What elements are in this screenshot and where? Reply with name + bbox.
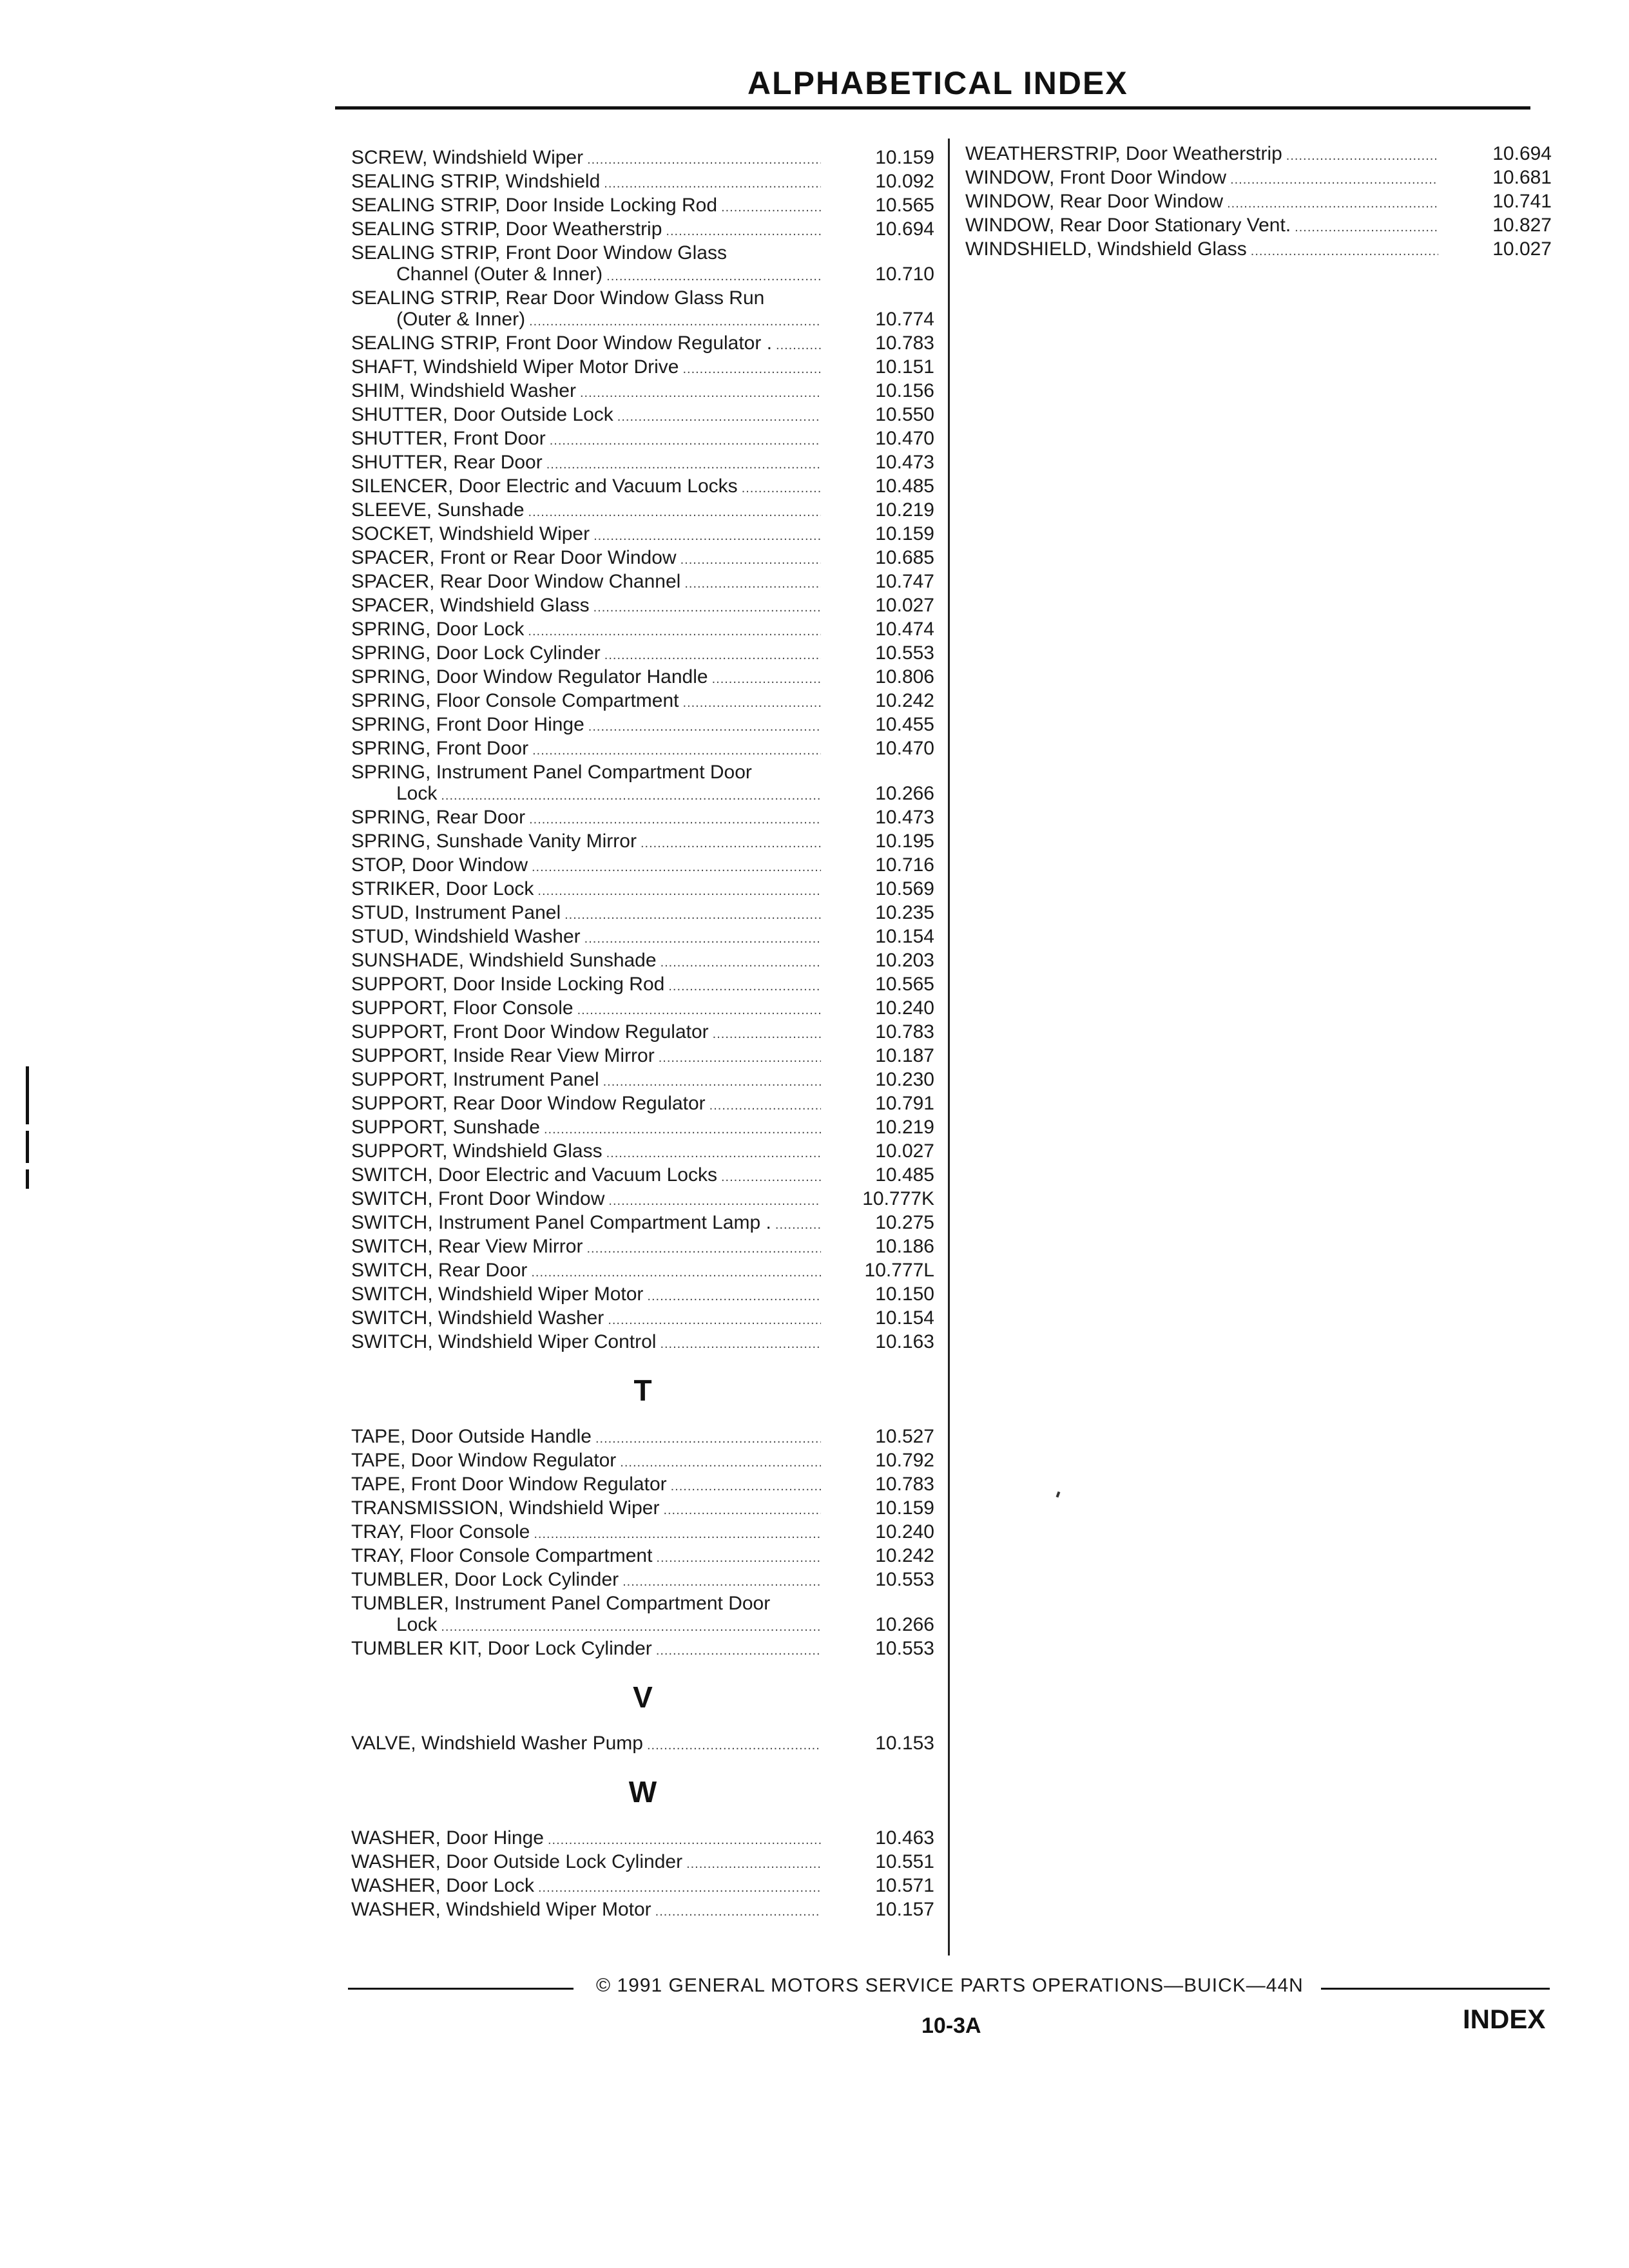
index-entry [351,1212,934,1236]
entry-page-ref: 10.550 [875,404,934,425]
entry-label: SPACER, Windshield Glass [351,595,590,616]
entry-page-ref: 10.783 [875,1021,934,1043]
leader-dots [548,1830,821,1851]
index-entry [351,878,934,902]
leader-dots [1286,146,1438,167]
index-entry [351,547,934,571]
index-entry [351,1140,934,1164]
entry-page-ref: 10.777K [862,1188,934,1209]
entry-page-ref: 10.219 [875,499,934,521]
entry-page-ref: 10.681 [1492,167,1552,188]
entry-page-ref: 10.791 [875,1093,934,1114]
index-entry [351,1331,934,1355]
entry-page-ref: 10.187 [875,1045,934,1066]
entry-label: TUMBLER, Instrument Panel Compartment Door [351,1593,771,1614]
leader-dots [709,1095,821,1117]
index-entry [351,380,934,404]
index-entry [351,762,934,783]
entry-page-ref: 10.553 [875,1569,934,1590]
leader-dots [713,1024,821,1045]
entry-page-ref: 10.455 [875,714,934,735]
index-entry [351,356,934,380]
entry-page-ref: 10.553 [875,642,934,664]
entry-page-ref: 10.565 [875,195,934,216]
index-entry [351,404,934,428]
entry-label: SWITCH, Rear View Mirror [351,1236,583,1257]
entry-page-ref: 10.694 [875,218,934,240]
entry-label: TAPE, Front Door Window Regulator [351,1474,667,1495]
entry-label: SHUTTER, Front Door [351,428,546,449]
entry-label: TRANSMISSION, Windshield Wiper [351,1497,660,1519]
leader-dots [588,716,821,738]
leader-dots [721,197,821,218]
index-entry [351,642,934,666]
entry-label: SEALING STRIP, Front Door Window Glass [351,242,727,264]
leader-dots [775,1215,821,1236]
index-entry [351,974,934,997]
section-heading-t: T [633,1374,652,1407]
entry-page-ref: 10.473 [875,452,934,473]
leader-dots [538,1878,821,1899]
leader-dots [742,478,821,499]
entry-page-ref: 10.485 [875,476,934,497]
entry-label: SUPPORT, Windshield Glass [351,1140,602,1162]
index-entry [351,1164,934,1188]
index-entry [965,238,1552,262]
index-entry-continuation [351,309,934,332]
index-entry [351,171,934,195]
leader-dots [686,1854,821,1875]
entry-label: SPRING, Front Door [351,738,529,759]
entry-label: STUD, Instrument Panel [351,902,561,923]
entry-label: SHUTTER, Rear Door [351,452,543,473]
entry-page-ref: 10.553 [875,1638,934,1659]
leader-dots [603,1072,821,1093]
index-entry [351,242,934,264]
entry-label: WASHER, Door Hinge [351,1827,544,1849]
entry-page-ref: 10.159 [875,147,934,168]
leader-dots [544,1119,821,1140]
entry-label: STRIKER, Door Lock [351,878,534,899]
entry-label: SCREW, Windshield Wiper [351,147,584,168]
entry-page-ref: 10.685 [875,547,934,568]
entry-label: TUMBLER KIT, Door Lock Cylinder [351,1638,652,1659]
index-entry [351,1521,934,1545]
footer-rule-left [348,1988,574,1990]
entry-page-ref: 10.159 [875,1497,934,1519]
entry-label: SPRING, Front Door Hinge [351,714,584,735]
leader-dots [564,905,821,926]
entry-label: SILENCER, Door Electric and Vacuum Locks [351,476,738,497]
entry-label: WEATHERSTRIP, Door Weatherstrip [965,143,1282,164]
entry-page-ref: 10.027 [875,1140,934,1162]
entry-page-ref: 10.219 [875,1117,934,1138]
entry-page-ref: 10.242 [875,690,934,711]
entry-label: WASHER, Door Lock [351,1875,534,1896]
entry-page-ref: 10.473 [875,807,934,828]
index-entry [351,287,934,309]
entry-label-continuation: (Outer & Inner) [396,309,526,330]
index-entry [351,738,934,762]
entry-label: SHUTTER, Door Outside Lock [351,404,613,425]
entry-page-ref: 10.266 [875,1614,934,1635]
leader-dots [671,1476,821,1497]
leader-dots [655,1901,821,1923]
entry-label: SPRING, Door Lock [351,619,525,640]
entry-label: TAPE, Door Outside Handle [351,1426,592,1447]
index-entry [351,1569,934,1593]
t-entries-list [351,1426,934,1662]
leader-dots [647,1286,821,1307]
entry-page-ref: 10.159 [875,523,934,544]
entry-label: WINDOW, Rear Door Window [965,191,1224,212]
entry-label: SHIM, Windshield Washer [351,380,576,401]
entry-page-ref: 10.157 [875,1899,934,1920]
leader-dots [1295,217,1438,238]
index-entry [351,666,934,690]
entry-page-ref: 10.240 [875,997,934,1019]
entry-page-ref: 10.741 [1492,191,1552,212]
section-heading-v: V [633,1680,653,1714]
index-entry [351,714,934,738]
entry-label: SUPPORT, Instrument Panel [351,1069,599,1090]
margin-mark [26,1066,29,1124]
v-entries-list [351,1733,934,1756]
entry-label: WINDSHIELD, Windshield Glass [965,238,1247,260]
index-entry [351,1426,934,1450]
index-entry [351,1899,934,1923]
entry-label: SWITCH, Door Electric and Vacuum Locks [351,1164,717,1186]
s-entries-list [351,147,934,1355]
leader-dots [441,1617,821,1638]
index-entry [351,218,934,242]
entry-page-ref: 10.569 [875,878,934,899]
entry-label: WASHER, Door Outside Lock Cylinder [351,1851,683,1872]
entry-label: SPACER, Rear Door Window Channel [351,571,681,592]
index-entry [351,1474,934,1497]
leader-dots [620,1452,821,1474]
leader-dots [532,740,821,762]
entry-label: WINDOW, Rear Door Stationary Vent. [965,215,1291,236]
entry-page-ref: 10.827 [1492,215,1552,236]
page-title: ALPHABETICAL INDEX [747,65,1128,101]
leader-dots [580,383,821,404]
w-entries-list [351,1827,934,1923]
entry-label: TRAY, Floor Console [351,1521,530,1542]
leader-dots [608,1310,821,1331]
entry-label: SEALING STRIP, Windshield [351,171,601,192]
entry-page-ref: 10.186 [875,1236,934,1257]
entry-page-ref: 10.716 [875,854,934,876]
leader-dots [622,1571,821,1593]
entry-page-ref: 10.275 [875,1212,934,1233]
entry-label: WASHER, Windshield Wiper Motor [351,1899,651,1920]
leader-dots [617,407,821,428]
entry-page-ref: 10.154 [875,1307,934,1329]
entry-label: SPRING, Sunshade Vanity Mirror [351,831,637,852]
leader-dots [534,1524,821,1545]
index-entry [965,191,1552,215]
entry-page-ref: 10.240 [875,1521,934,1542]
index-entry [351,1093,934,1117]
leader-dots [586,1238,821,1260]
footer-copyright: © 1991 GENERAL MOTORS SERVICE PARTS OPERATIONS—BUICK—44N [596,1975,1304,1996]
leader-dots [529,311,821,332]
leader-dots [528,502,821,523]
leader-dots [593,526,821,547]
index-entry [351,807,934,831]
index-entry [351,1117,934,1140]
leader-dots [546,454,821,476]
index-entry [351,950,934,974]
index-entry [351,1450,934,1474]
entry-page-ref: 10.565 [875,974,934,995]
entry-label: SUPPORT, Front Door Window Regulator [351,1021,709,1043]
entry-page-ref: 10.694 [1492,143,1552,164]
leader-dots [587,149,821,171]
entry-label: SHAFT, Windshield Wiper Motor Drive [351,356,679,378]
index-entry [351,1545,934,1569]
entry-label: SWITCH, Instrument Panel Compartment Lamp . [351,1212,771,1233]
entry-label: VALVE, Windshield Washer Pump [351,1733,643,1754]
header-rule [335,106,1530,110]
entry-page-ref: 10.027 [875,595,934,616]
entry-page-ref: 10.710 [875,264,934,285]
entry-page-ref: 10.195 [875,831,934,852]
entry-label: SEALING STRIP, Door Inside Locking Rod [351,195,718,216]
entry-label: SUPPORT, Sunshade [351,1117,540,1138]
leader-dots [682,359,821,380]
index-entry [351,997,934,1021]
index-entry [965,143,1552,167]
entry-label: TUMBLER, Door Lock Cylinder [351,1569,619,1590]
index-entry [351,1875,934,1899]
leader-dots [684,573,821,595]
entry-page-ref: 10.463 [875,1827,934,1849]
entry-page-ref: 10.474 [875,619,934,640]
leader-dots [1230,169,1438,191]
column-divider [948,139,950,1956]
entry-page-ref: 10.470 [875,428,934,449]
entry-page-ref: 10.151 [875,356,934,378]
leader-dots [1251,241,1438,262]
leader-dots [683,693,821,714]
index-entry [351,571,934,595]
index-entry [351,902,934,926]
footer-rule-right [1321,1988,1550,1990]
entry-label: SPRING, Instrument Panel Compartment Door [351,762,752,783]
entry-label-continuation: Lock [396,783,438,804]
index-entry [351,1236,934,1260]
entry-label: SUPPORT, Floor Console [351,997,574,1019]
entry-label: SUPPORT, Inside Rear View Mirror [351,1045,655,1066]
entry-label: STOP, Door Window [351,854,528,876]
entry-page-ref: 10.230 [875,1069,934,1090]
entry-page-ref: 10.266 [875,783,934,804]
entry-page-ref: 10.774 [875,309,934,330]
entry-label: STUD, Windshield Washer [351,926,581,947]
left-index-column [351,147,934,1923]
index-entry [351,926,934,950]
margin-mark [26,1131,29,1163]
leader-dots [604,173,821,195]
index-entry [965,167,1552,191]
index-entry [351,1260,934,1283]
index-entry [351,619,934,642]
entry-label: SEALING STRIP, Front Door Window Regulator . [351,332,773,354]
entry-page-ref: 10.470 [875,738,934,759]
leader-dots [608,1191,821,1212]
section-heading-w: W [628,1775,657,1809]
leader-dots [660,1334,821,1355]
index-entry [351,1045,934,1069]
entry-label: SOCKET, Windshield Wiper [351,523,590,544]
index-entry [351,595,934,619]
index-entry [351,1307,934,1331]
leader-dots [641,833,821,854]
entry-page-ref: 10.153 [875,1733,934,1754]
right-entries-list [965,143,1552,262]
section-label: INDEX [1463,2004,1546,2034]
entry-page-ref: 10.571 [875,1875,934,1896]
entry-label: SUPPORT, Door Inside Locking Rod [351,974,665,995]
leader-dots [606,1143,821,1164]
index-entry [351,332,934,356]
leader-dots [668,976,821,997]
entry-label-continuation: Lock [396,1614,438,1635]
entry-page-ref: 10.235 [875,902,934,923]
margin-mark [26,1169,29,1189]
entry-label: SWITCH, Windshield Washer [351,1307,604,1329]
entry-page-ref: 10.777L [864,1260,934,1281]
entry-label: SUPPORT, Rear Door Window Regulator [351,1093,706,1114]
entry-label: SEALING STRIP, Rear Door Window Glass Run [351,287,765,309]
entry-label: TAPE, Door Window Regulator [351,1450,617,1471]
leader-dots [680,550,821,571]
entry-label: WINDOW, Front Door Window [965,167,1227,188]
index-entry [351,1827,934,1851]
entry-label: TRAY, Floor Console Compartment [351,1545,653,1566]
index-entry [351,1733,934,1756]
index-entry [351,1593,934,1614]
entry-label: SWITCH, Windshield Wiper Control [351,1331,657,1352]
entry-label: SEALING STRIP, Door Weatherstrip [351,218,662,240]
entry-label: SWITCH, Rear Door [351,1260,528,1281]
index-entry [351,195,934,218]
entry-page-ref: 10.156 [875,380,934,401]
leader-dots [529,809,821,831]
leader-dots [595,1428,821,1450]
right-index-column [965,143,1552,262]
entry-page-ref: 10.485 [875,1164,934,1186]
index-entry [351,854,934,878]
entry-page-ref: 10.783 [875,332,934,354]
leader-dots [659,1048,821,1069]
index-entry [351,1069,934,1093]
index-entry [965,215,1552,238]
index-entry [351,147,934,171]
entry-page-ref: 10.747 [875,571,934,592]
page-number: 10-3A [921,2013,981,2038]
entry-page-ref: 10.242 [875,1545,934,1566]
leader-dots [606,266,821,287]
leader-dots [550,430,821,452]
entry-label-continuation: Channel (Outer & Inner) [396,264,603,285]
entry-page-ref: 10.527 [875,1426,934,1447]
leader-dots [604,645,821,666]
leader-dots [584,928,821,950]
entry-page-ref: 10.783 [875,1474,934,1495]
leader-dots [663,1500,821,1521]
index-entry [351,1021,934,1045]
leader-dots [531,1262,821,1283]
entry-page-ref: 10.150 [875,1283,934,1305]
index-entry-continuation [351,1614,934,1638]
entry-label: SPRING, Floor Console Compartment [351,690,679,711]
scan-speck [1056,1492,1061,1498]
leader-dots [1227,193,1438,215]
entry-label: SPACER, Front or Rear Door Window [351,547,677,568]
entry-label: SLEEVE, Sunshade [351,499,525,521]
entry-label: SPRING, Door Lock Cylinder [351,642,601,664]
index-entry [351,690,934,714]
leader-dots [647,1735,821,1756]
index-entry [351,831,934,854]
entry-label: SUNSHADE, Windshield Sunshade [351,950,657,971]
leader-dots [712,669,821,690]
leader-dots [528,621,821,642]
entry-label: SPRING, Rear Door [351,807,526,828]
entry-page-ref: 10.027 [1492,238,1552,260]
leader-dots [577,1000,821,1021]
leader-dots [441,785,821,807]
index-entry [351,476,934,499]
entry-page-ref: 10.163 [875,1331,934,1352]
index-entry [351,523,934,547]
leader-dots [593,597,821,619]
entry-page-ref: 10.792 [875,1450,934,1471]
index-entry [351,428,934,452]
entry-label: SWITCH, Front Door Window [351,1188,605,1209]
entry-label: SWITCH, Windshield Wiper Motor [351,1283,644,1305]
leader-dots [666,221,821,242]
leader-dots [721,1167,821,1188]
leader-dots [532,857,821,878]
entry-page-ref: 10.092 [875,171,934,192]
entry-page-ref: 10.806 [875,666,934,687]
index-entry [351,1188,934,1212]
index-entry [351,1497,934,1521]
leader-dots [537,881,821,902]
index-entry [351,499,934,523]
leader-dots [776,335,821,356]
index-entry-continuation [351,264,934,287]
leader-dots [656,1640,821,1662]
index-entry [351,1638,934,1662]
index-entry-continuation [351,783,934,807]
entry-label: SPRING, Door Window Regulator Handle [351,666,708,687]
index-entry [351,452,934,476]
index-entry [351,1851,934,1875]
leader-dots [660,952,821,974]
index-entry [351,1283,934,1307]
entry-page-ref: 10.203 [875,950,934,971]
leader-dots [656,1548,821,1569]
entry-page-ref: 10.154 [875,926,934,947]
entry-page-ref: 10.551 [875,1851,934,1872]
